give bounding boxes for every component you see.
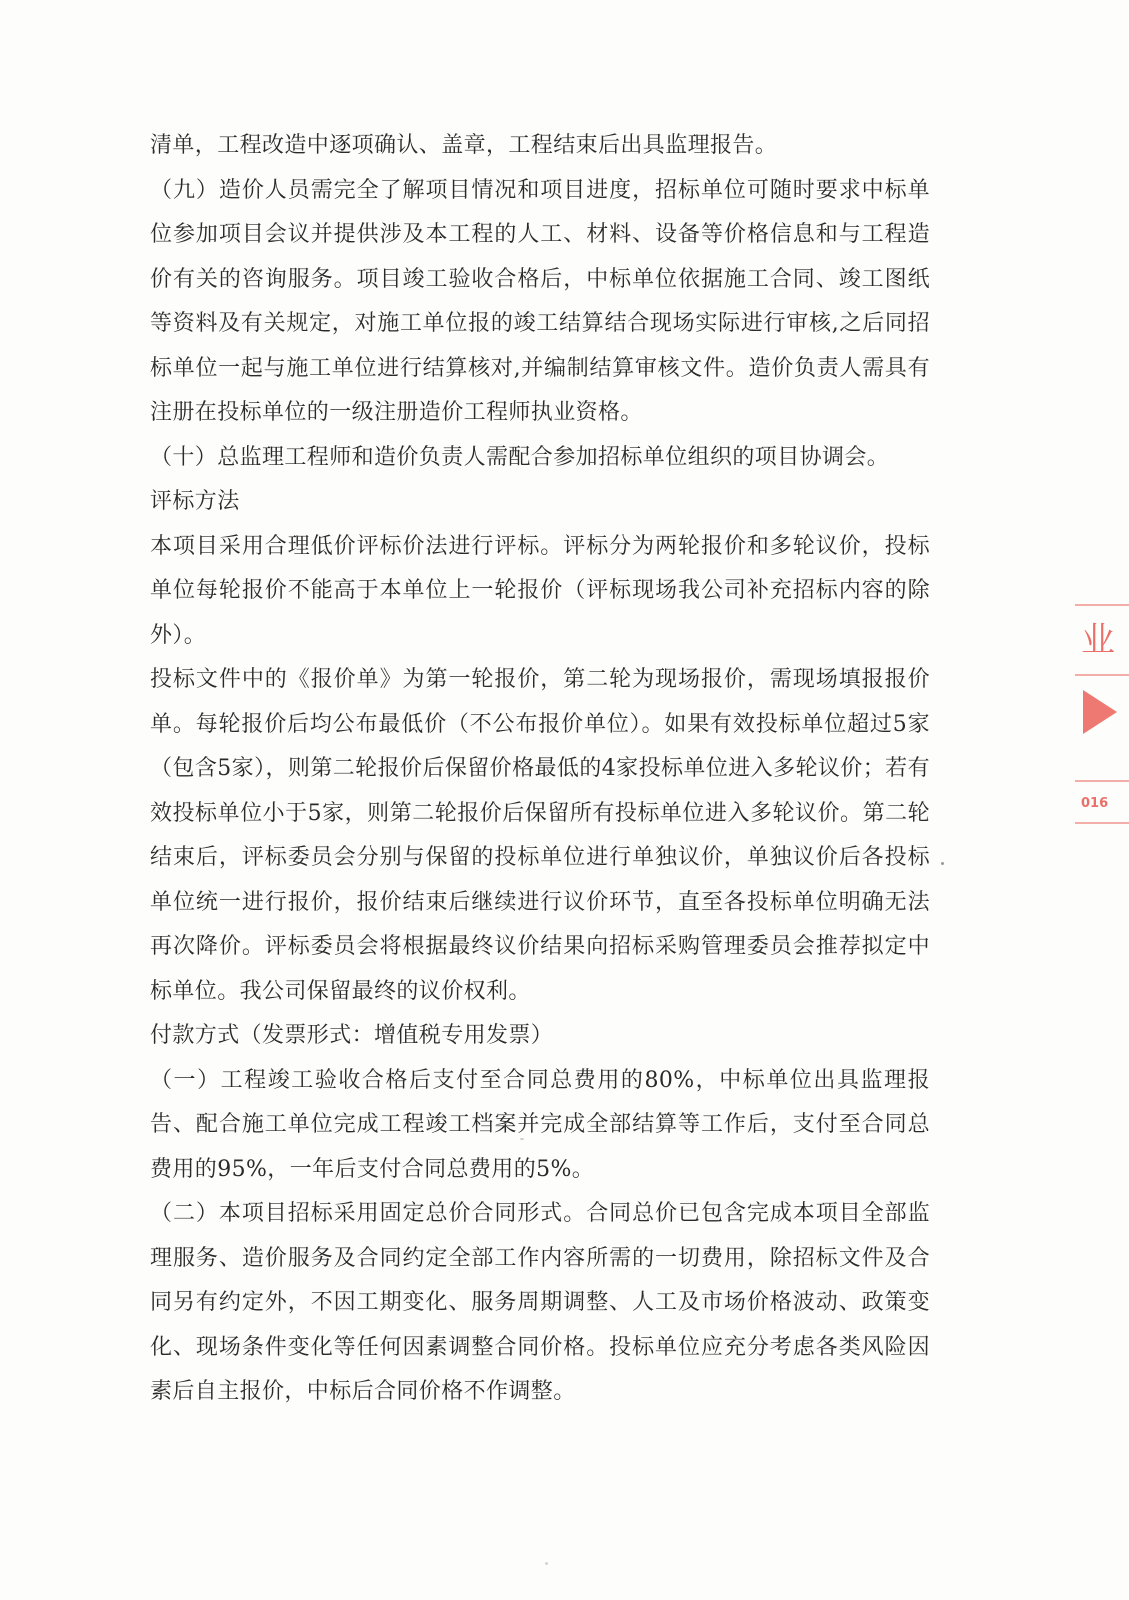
red-seal-fragment (1075, 600, 1129, 850)
section-heading-evaluation: 评标方法 (150, 489, 240, 514)
paragraph-evaluation-method: 本项目采用合理低价评标价法进行评标。评标分为两轮报价和多轮议价，投标单位每轮报价不能高于本单位上一轮报价（评标现场我公司补充招标内容的除外）。 (150, 533, 930, 648)
scan-speck (545, 1562, 548, 1565)
paragraph-payment-item-1: （一）工程竣工验收合格后支付至合同总费用的80%，中标单位出具监理报告、配合施工单位完成工程竣工档案并完成全部结算等工作后，支付至合同总费用的95%，一年后支付合同总费用的5%。 (150, 1067, 930, 1182)
paragraph-bidding-rounds: 投标文件中的《报价单》为第一轮报价，第二轮为现场报价，需现场填报报价单。每轮报价后均公布最低价（不公布报价单位）。如果有效投标单位超过5家（包含5家），则第二轮报价后保留价格最低的4家投标单位进入多轮议价；若有效投标单位小于5家，则第二轮报价后保留所有投标单位进入多轮议价。第二轮结束后，评标委员会分别与保留的投标单位进行单独议价，单独议价后各投标单位统一进行报价，报价结束后继续进行议价环节，直至各投标单位明确无法再次降价。评标委员会将根据最终议价结果向招标采购管理委员会推荐拟定中标单位。我公司保留最终的议价权利。 (150, 667, 930, 1004)
seal-character: 业 (1081, 620, 1115, 660)
seal-border-top (1075, 604, 1129, 606)
paragraph-list-continuation: 清单，工程改造中逐项确认、盖章，工程结束后出具监理报告。 (150, 133, 778, 158)
paragraph-payment-item-2: （二）本项目招标采用固定总价合同形式。合同总价已包含完成本项目全部监理服务、造价服务及合同约定全部工作内容所需的一切费用，除招标文件及合同另有约定外，不因工期变化、服务周期调整、人工及市场价格波动、政策变化、现场条件变化等任何因素调整合同价格。投标单位应充分考虑各类风险因素后自主报价，中标后合同价格不作调整。 (150, 1201, 930, 1404)
paragraph-item-10: （十）总监理工程师和造价负责人需配合参加招标单位组织的项目协调会。 (150, 444, 890, 470)
document-body (150, 124, 930, 1415)
section-heading-payment: 付款方式（发票形式：增值税专用发票） (150, 1023, 554, 1048)
seal-border-bottom (1075, 822, 1129, 824)
seal-arrow-icon (1083, 690, 1117, 734)
seal-number: 016 (1081, 796, 1109, 811)
seal-border-middle (1075, 674, 1129, 676)
paragraph-item-9: （九）造价人员需完全了解项目情况和项目进度，招标单位可随时要求中标单位参加项目会议并提供涉及本工程的人工、材料、设备等价格信息和与工程造价有关的咨询服务。项目竣工验收合格后，中标单位依据施工合同、竣工图纸等资料及有关规定，对施工单位报的竣工结算结合现场实际进行审核,之后同招标单位一起与施工单位进行结算核对,并编制结算审核文件。造价负责人需具有注册在投标单位的一级注册造价工程师执业资格。 (150, 177, 930, 425)
scan-speck (520, 1138, 524, 1140)
scan-speck (941, 862, 944, 865)
seal-border-lower (1075, 780, 1129, 782)
